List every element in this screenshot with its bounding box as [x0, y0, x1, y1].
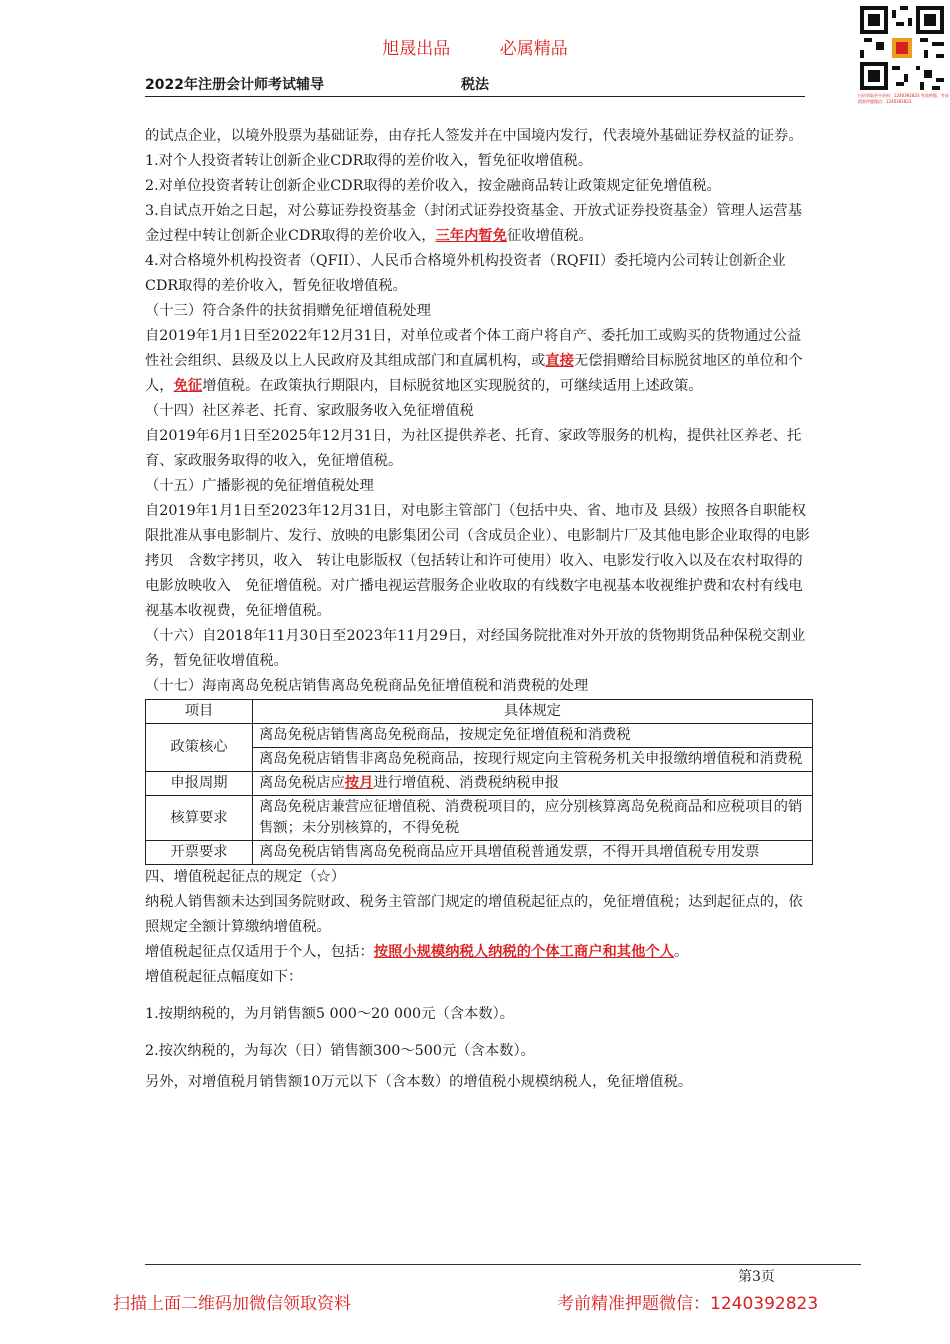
- paragraph: 1.对个人投资者转让创新企业CDR取得的差价收入，暂免征收增值税。: [145, 153, 593, 169]
- paragraph: 自2019年6月1日至2025年12月31日，为社区提供养老、托育、家政等服务的机构，提供社区养老、托育、家政服务取得的收入，免征增值税。: [145, 428, 802, 469]
- table-row: [146, 724, 813, 748]
- table-cell-label: 申报周期: [146, 772, 253, 796]
- text: 增值税。在政策执行期限内，目标脱贫地区实现脱贫的，可继续适用上述政策。: [202, 378, 703, 394]
- text: 增值税起征点仅适用于个人，包括：: [145, 944, 374, 960]
- text: 进行增值税、消费税纳税申报: [373, 775, 560, 791]
- brand-right: 必属精品: [499, 39, 568, 59]
- paragraph: [145, 199, 810, 249]
- header-subject: 税法: [461, 77, 489, 93]
- section-heading: 四、增值税起征点的规定（☆）: [145, 869, 346, 885]
- footer-divider: [145, 1264, 861, 1265]
- table-row: [146, 796, 813, 841]
- table-header-row: [146, 700, 813, 724]
- header-title: 2022年注册会计师考试辅导: [145, 77, 324, 93]
- qr-code-icon[interactable]: [858, 6, 946, 90]
- paragraph: 2.按次纳税的，为每次（日）销售额300～500元（含本数）。: [145, 1043, 535, 1059]
- section-heading: （十七）海南离岛免税店销售离岛免税商品免征增值税和消费税的处理: [145, 678, 589, 694]
- table-cell: [253, 772, 813, 796]
- highlight-text: 按月: [344, 775, 374, 791]
- highlight-text: 免征: [173, 378, 203, 394]
- table-cell-label: 核算要求: [146, 796, 253, 841]
- table-row: [146, 772, 813, 796]
- section-heading: （十五）广播影视的免征增值税处理: [145, 478, 374, 494]
- paragraph: （十六）自2018年11月30日至2023年11月29日，对经国务院批准对外开放的货物期货品种保税交割业务，暂免征收增值税。: [145, 628, 806, 669]
- paragraph: 4.对合格境外机构投资者（QFII）、人民币合格境外机构投资者（RQFII）委托境内公司转让创新企业CDR取得的差价收入，暂免征收增值税。: [145, 253, 786, 294]
- paragraph: 1.按期纳税的，为月销售额5 000～20 000元（含本数）。: [145, 1006, 515, 1022]
- table-cell: 离岛免税店销售离岛免税商品，按规定免征增值税和消费税: [253, 724, 813, 748]
- paragraph: 自2019年1月1日至2023年12月31日，对电影主管部门（包括中央、省、地市及 县级）按照各自职能权限批准从事电影制片、发行、放映的电影集团公司（含成员企业）、电影制片厂及其他电影企业取得的电影拷贝 含数字拷贝，收入 转让电影版权（包括转让和许可使用）收入、电影发行收入以及在农村取得的电影放映收入 免征增值税。对广播电视运营服务企业收取的有线数字电视基本收视维护费和农村有线电视基本收视费，免征增值税。: [145, 503, 810, 619]
- paragraph: 的试点企业，以境外股票为基础证券，由存托人签发并在中国境内发行，代表境外基础证券权益的证券。: [145, 128, 803, 144]
- highlight-text: 三年内暂免: [435, 228, 507, 244]
- table-header: 项目: [146, 700, 253, 724]
- document-body: [145, 124, 810, 1095]
- text: 无偿捐赠给目标脱贫地区的单位和个人，: [145, 353, 803, 394]
- highlight-text: 按照小规模纳税人纳税的个体工商户和其他个人: [373, 944, 674, 960]
- footer-right-text: 考前精准押题微信：1240392823: [557, 1294, 819, 1314]
- paragraph: 纳税人销售额未达到国务院财政、税务主管部门规定的增值税起征点的，免征增值税；达到起征点的，依照规定全额计算缴纳增值税。: [145, 894, 803, 935]
- text: 。: [673, 944, 689, 960]
- table-cell: 离岛免税店销售离岛免税商品应开具增值税普通发票，不得开具增值税专用发票: [253, 841, 813, 865]
- table-cell: 离岛免税店销售非离岛免税商品，按现行规定向主管税务机关申报缴纳增值税和消费税: [253, 748, 813, 772]
- section-heading: （十四）社区养老、托育、家政服务收入免征增值税: [145, 403, 474, 419]
- text: 3.自试点开始之日起，对公募证券投资基金（封闭式证券投资基金、开放式证券投资基金）管理人运营基金过程中转让创新企业CDR取得的差价收入，: [145, 203, 802, 244]
- paragraph: 增值税起征点幅度如下：: [145, 969, 303, 985]
- footer-left-text: 扫描上面二维码加微信领取资料: [113, 1294, 351, 1314]
- page-number: 第3页: [738, 1269, 775, 1285]
- brand-left: 旭晟出品: [382, 39, 451, 59]
- table-header: 具体规定: [253, 700, 813, 724]
- text: 自2019年1月1日至2022年12月31日，对单位或者个体工商户将自产、委托加工或购买的货物通过公益性社会组织、县级及以上人民政府及其组成部门和直属机构，或: [145, 328, 802, 369]
- table-row: [146, 841, 813, 865]
- paragraph: [145, 324, 810, 399]
- qr-caption: 扫码领取更多资料：1240392823 考前押题，考前精准押题微信：1240392823: [858, 93, 949, 104]
- paragraph: 2.对单位投资者转让创新企业CDR取得的差价收入，按金融商品转让政策规定征免增值税。: [145, 178, 721, 194]
- page-header: [145, 74, 805, 97]
- text: 离岛免税店应: [259, 775, 345, 791]
- table-cell-label: 开票要求: [146, 841, 253, 865]
- highlight-text: 直接: [545, 353, 574, 369]
- text: 征收增值税。: [507, 228, 593, 244]
- table-cell-label: 政策核心: [146, 724, 253, 772]
- section-heading: （十三）符合条件的扶贫捐赠免征增值税处理: [145, 303, 431, 319]
- brand-banner: [0, 34, 950, 59]
- paragraph: 另外，对增值税月销售额10万元以下（含本数）的增值税小规模纳税人，免征增值税。: [145, 1074, 693, 1090]
- duty-free-table: [145, 699, 813, 865]
- paragraph: [145, 940, 810, 965]
- table-cell: 离岛免税店兼营应征增值税、消费税项目的，应分别核算离岛免税商品和应税项目的销售额；未分别核算的，不得免税: [253, 796, 813, 841]
